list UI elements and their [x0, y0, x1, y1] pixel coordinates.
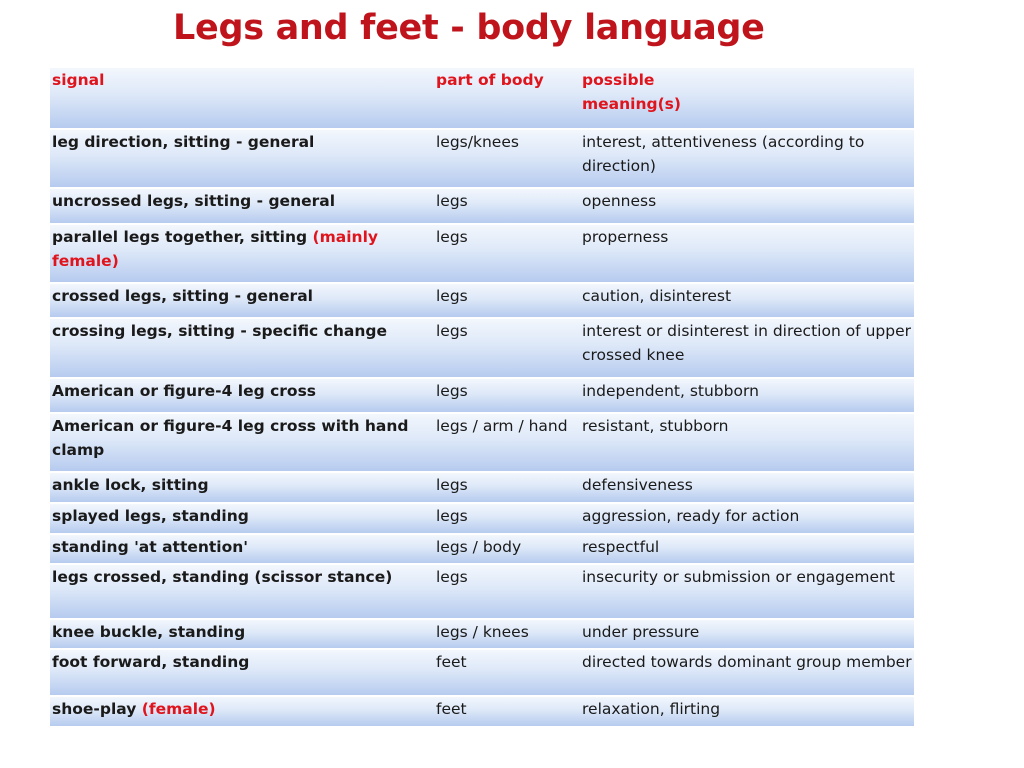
signal-text: shoe-play	[52, 700, 142, 718]
meaning-cell: properness	[582, 228, 669, 246]
part-cell: legs	[436, 228, 468, 246]
part-cell: legs	[436, 192, 468, 210]
meaning-cell: respectful	[582, 538, 660, 556]
meaning-cell: interest or disinterest in direction of upper crossed knee	[582, 322, 911, 364]
part-cell: legs / arm / hand	[436, 417, 568, 435]
table-row	[50, 223, 914, 282]
meaning-cell: caution, disinterest	[582, 287, 732, 305]
table-row	[50, 412, 914, 471]
table-row	[50, 502, 914, 533]
table-row	[50, 648, 914, 695]
table-row	[50, 695, 914, 726]
signal-cell	[50, 565, 434, 618]
part-cell: legs	[436, 507, 468, 525]
signal-text: crossed legs, sitting - general	[52, 287, 313, 305]
signal-text: ankle lock, sitting	[52, 476, 209, 494]
part-cell: legs / knees	[436, 623, 529, 641]
table-row	[50, 471, 914, 502]
meaning-cell: openness	[582, 192, 657, 210]
header-part-of-body: part of body	[436, 71, 544, 89]
signal-cell	[50, 535, 434, 563]
part-cell: legs	[436, 476, 468, 494]
signal-text: splayed legs, standing	[52, 507, 249, 525]
meaning-cell: resistant, stubborn	[582, 417, 729, 435]
part-cell: legs	[436, 287, 468, 305]
meaning-cell: directed towards dominant group member	[582, 653, 912, 671]
signal-cell	[50, 650, 434, 695]
meaning-cell: under pressure	[582, 623, 700, 641]
signal-cell	[50, 697, 434, 726]
signal-text: crossing legs, sitting - specific change	[52, 322, 387, 340]
header-meaning-line1: possible	[582, 71, 655, 89]
signal-text: parallel legs together, sitting	[52, 228, 313, 246]
table-row	[50, 618, 914, 648]
signal-cell	[50, 473, 434, 502]
signal-note: (female)	[141, 700, 216, 718]
table-row	[50, 128, 914, 187]
page-title: Legs and feet - body language	[173, 8, 765, 48]
signal-text: foot forward, standing	[52, 653, 250, 671]
header-signal: signal	[52, 71, 105, 89]
part-cell: legs	[436, 322, 468, 340]
signal-text: knee buckle, standing	[52, 623, 246, 641]
part-cell: legs	[436, 568, 468, 586]
meaning-cell: defensiveness	[582, 476, 693, 494]
part-cell: feet	[436, 700, 467, 718]
signal-cell	[50, 620, 434, 648]
meaning-cell: insecurity or submission or engagement	[582, 568, 895, 586]
signal-cell	[50, 379, 434, 412]
signal-text: American or figure-4 leg cross	[52, 382, 317, 400]
header-possible-meanings	[580, 68, 914, 128]
part-cell: feet	[436, 653, 467, 671]
signal-cell	[50, 130, 434, 187]
signal-cell	[50, 225, 434, 282]
table-header-row	[50, 68, 914, 128]
table-row	[50, 533, 914, 563]
signal-text: legs crossed, standing (scissor stance)	[52, 568, 393, 586]
table-row	[50, 282, 914, 317]
meaning-cell: relaxation, flirting	[582, 700, 721, 718]
part-cell: legs	[436, 382, 468, 400]
signal-cell	[50, 189, 434, 223]
part-cell: legs/knees	[436, 133, 519, 151]
signal-text: standing 'at attention'	[52, 538, 249, 556]
signal-text: uncrossed legs, sitting - general	[52, 192, 336, 210]
table-row	[50, 377, 914, 412]
meaning-cell: independent, stubborn	[582, 382, 759, 400]
signal-cell	[50, 504, 434, 533]
meaning-cell: interest, attentiveness (according to direction)	[582, 133, 865, 175]
signal-cell	[50, 284, 434, 317]
body-language-table	[50, 68, 914, 726]
table-row	[50, 563, 914, 618]
header-meaning-line2: meaning(s)	[582, 95, 681, 113]
signal-text: leg direction, sitting - general	[52, 133, 315, 151]
signal-note: (mainly female)	[52, 228, 378, 270]
table-row	[50, 317, 914, 377]
meaning-cell: aggression, ready for action	[582, 507, 800, 525]
signal-cell	[50, 319, 434, 377]
table-row	[50, 187, 914, 223]
signal-cell	[50, 414, 434, 471]
signal-text: American or figure-4 leg cross with hand clamp	[52, 417, 409, 459]
part-cell: legs / body	[436, 538, 522, 556]
